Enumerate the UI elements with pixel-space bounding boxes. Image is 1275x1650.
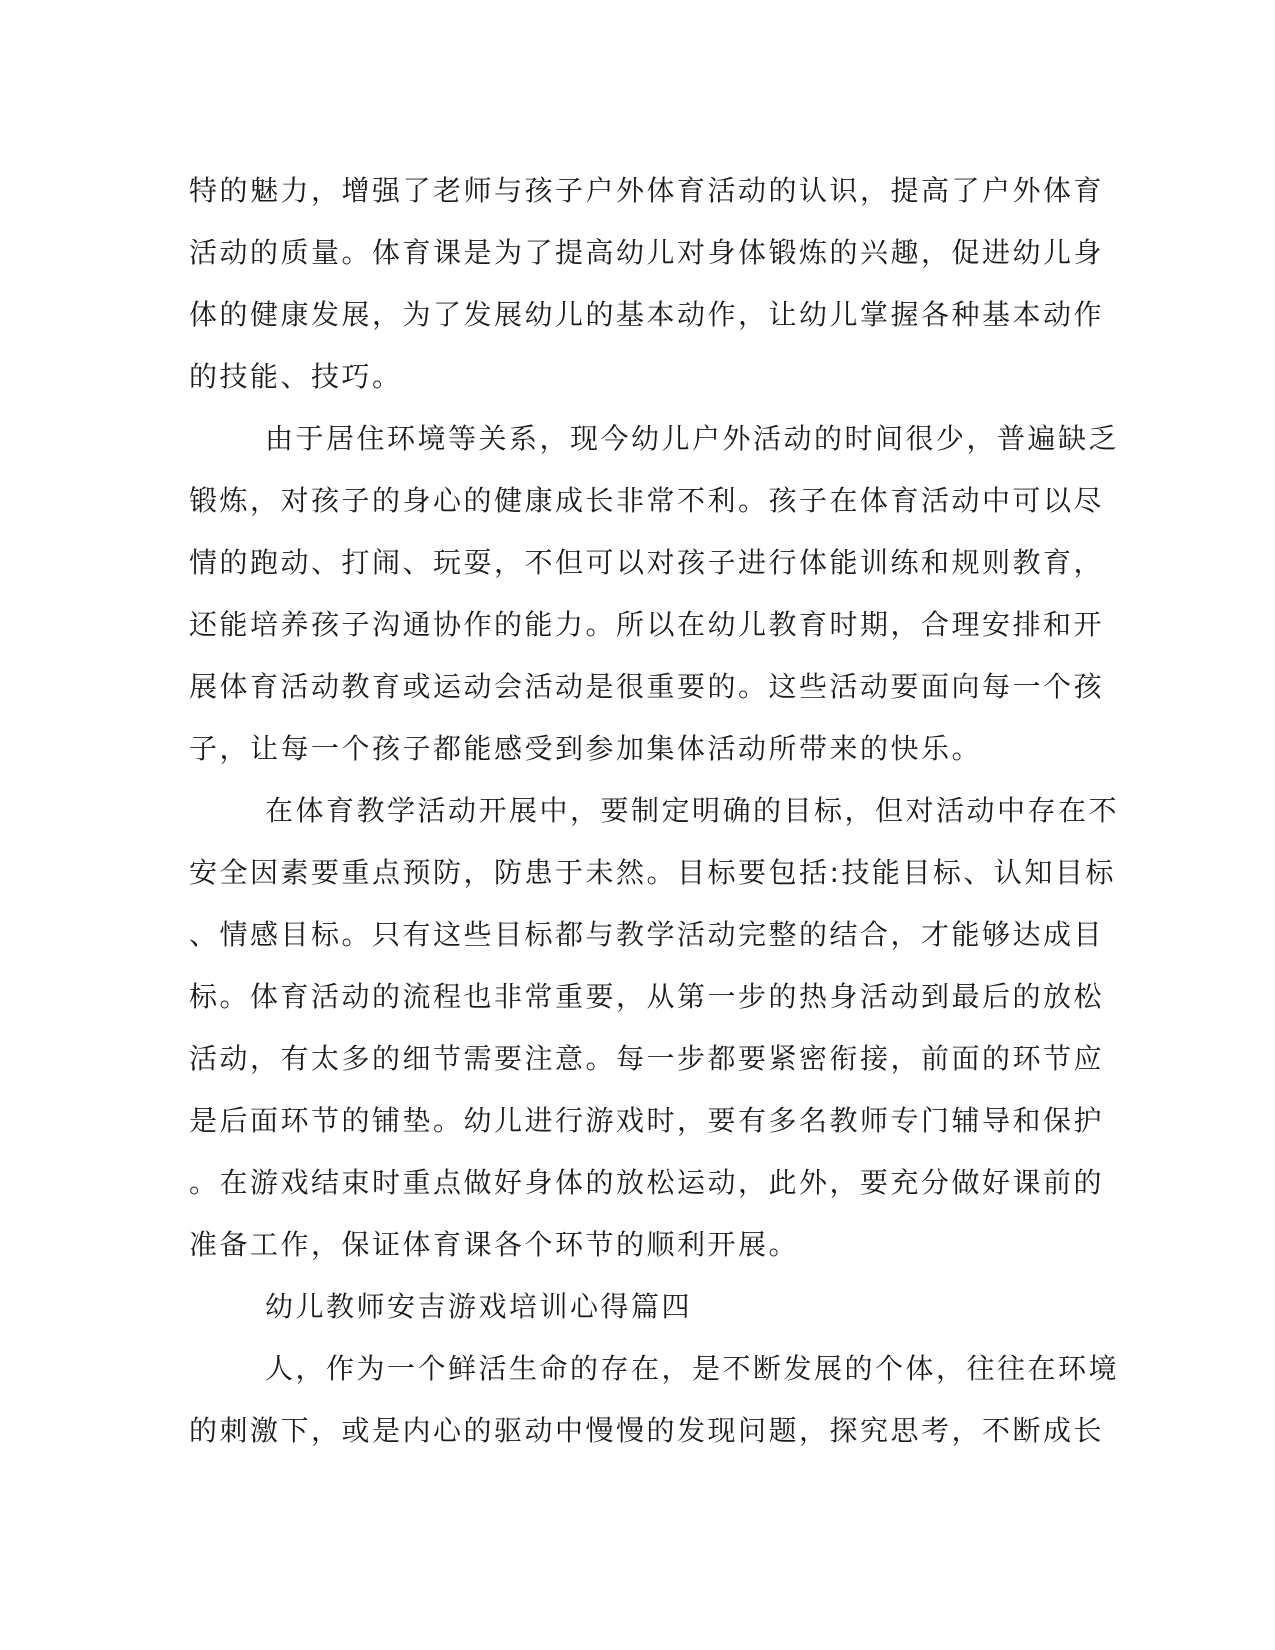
text-line: 准备工作，保证体育课各个环节的顺利开展。 (189, 1228, 800, 1261)
text-line: 特的魅力，增强了老师与孩子户外体育活动的认识，提高了户外体育 (189, 174, 1105, 207)
section-heading: 幼儿教师安吉游戏培训心得篇四 (265, 1290, 693, 1323)
text-line: 。在游戏结束时重点做好身体的放松运动，此外，要充分做好课前的 (189, 1166, 1105, 1199)
text-line: 是后面环节的铺垫。幼儿进行游戏时，要有多名教师专门辅导和保护 (189, 1104, 1105, 1137)
paragraph-first-line: 在体育教学活动开展中，要制定明确的目标，但对活动中存在不 (265, 794, 1120, 827)
body-text (189, 160, 1120, 1462)
paragraph-first-line: 由于居住环境等关系，现今幼儿户外活动的时间很少，普遍缺乏 (265, 422, 1120, 455)
text-line: 展体育活动教育或运动会活动是很重要的。这些活动要面向每一个孩 (189, 670, 1105, 703)
paragraph-first-line: 人，作为一个鲜活生命的存在，是不断发展的个体，往往在环境 (265, 1352, 1120, 1385)
text-line: 还能培养孩子沟通协作的能力。所以在幼儿教育时期，合理安排和开 (189, 608, 1105, 641)
text-line: 锻炼，对孩子的身心的健康成长非常不利。孩子在体育活动中可以尽 (189, 484, 1105, 517)
text-line: 体的健康发展，为了发展幼儿的基本动作，让幼儿掌握各种基本动作 (189, 298, 1105, 331)
text-line: 活动，有太多的细节需要注意。每一步都要紧密衔接，前面的环节应 (189, 1042, 1105, 1075)
text-line: 子，让每一个孩子都能感受到参加集体活动所带来的快乐。 (189, 732, 983, 765)
text-line: 标。体育活动的流程也非常重要，从第一步的热身活动到最后的放松 (189, 980, 1105, 1013)
text-line: 的刺激下，或是内心的驱动中慢慢的发现问题，探究思考，不断成长 (189, 1414, 1105, 1447)
text-line: 活动的质量。体育课是为了提高幼儿对身体锻炼的兴趣，促进幼儿身 (189, 236, 1105, 269)
text-line: 情的跑动、打闹、玩耍，不但可以对孩子进行体能训练和规则教育， (189, 546, 1105, 579)
text-line: 安全因素要重点预防，防患于未然。目标要包括:技能目标、认知目标 (189, 856, 1116, 889)
text-line: 的技能、技巧。 (189, 360, 403, 393)
text-line: 、情感目标。只有这些目标都与教学活动完整的结合，才能够达成目 (189, 918, 1105, 951)
